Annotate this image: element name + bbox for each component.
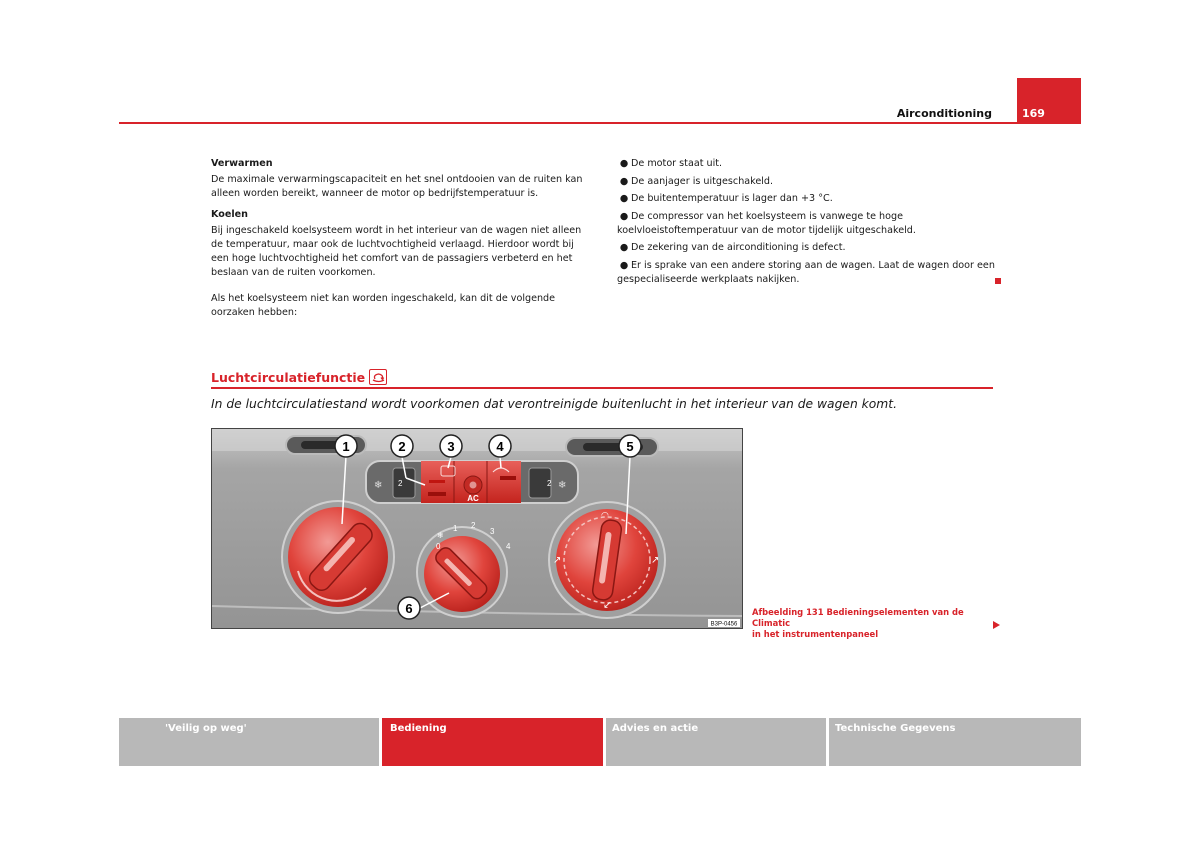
bullet-icon: ● [619,158,629,169]
svg-text:↗: ↗ [553,555,562,566]
page-title: Airconditioning [896,107,992,120]
recirculation-icon [369,369,387,385]
svg-text:◠: ◠ [601,511,609,521]
section-end-marker [995,278,1001,284]
bullet-icon: ● [619,259,629,271]
section-heading-text: Luchtcirculatiefunctie [211,369,366,385]
climatic-controls-figure [211,428,743,629]
svg-text:2: 2 [398,439,406,454]
fan-scale-2: 2 [471,521,476,530]
svg-text:❄: ❄ [374,480,383,491]
list-item: ● De buitentemperatuur is lager dan +3 °C. [617,192,997,206]
left-slider-value: 2 [398,479,403,488]
fan-scale-3: 3 [490,527,495,536]
bullet-icon: ● [619,242,629,253]
caption-line-2: in het instrumentenpaneel [752,629,879,639]
svg-text:4: 4 [496,439,504,454]
paragraph-cool: Bij ingeschakeld koelsysteem wordt in het interieur van de wagen niet alleen de temperatuur, maar ook de luchtvochtigheid verlaagd. Hierdoor wordt bij een hoge luchtvochtigheid het comfort van de passagiers verbeterd en het beslaan van de ruiten voorkomen. [211,225,582,278]
bullet-icon: ● [619,193,629,204]
list-item: ● De zekering van de airconditioning is defect. [617,241,997,255]
fan-scale-4: 4 [506,542,511,551]
right-slider-value: 2 [547,479,552,488]
svg-text:❄: ❄ [558,480,567,491]
figure-code: B3P-0456 [710,621,738,628]
header-rule [119,122,1081,124]
causes-list [617,157,997,290]
footer-tab-bediening[interactable]: Bediening [382,718,603,766]
list-item: ● Er is sprake van een andere storing aan de wagen. Laat de wagen door een gespecialiseerde werkplaats nakijken. [617,259,995,285]
section-rule [211,387,993,389]
footer-tab-veilig-op-weg[interactable]: 'Veilig op weg' [119,718,379,766]
svg-text:6: 6 [405,601,413,616]
list-item: ● De aanjager is uitgeschakeld. [617,175,997,189]
svg-text:↗: ↗ [651,555,660,566]
fan-scale-0: 0 [436,542,441,551]
ac-label: AC [467,494,479,503]
caption-line-1: Afbeelding 131 Bedieningselementen van de Climatic [752,607,964,628]
svg-text:↙: ↙ [603,600,612,611]
svg-text:3: 3 [447,439,455,454]
fan-scale-1: 1 [453,524,458,533]
footer-tab-technische-gegevens[interactable]: Technische Gegevens [829,718,1081,766]
svg-text:❄: ❄ [437,531,444,540]
figure-caption [752,607,992,640]
section-intro: In de luchtcirculatiestand wordt voorkomen dat verontreinigde buitenlucht in het interieur van de wagen komt. [211,397,898,411]
page-number: 169 [1022,107,1045,120]
svg-text:5: 5 [626,439,634,454]
paragraph-causes: Als het koelsysteem niet kan worden ingeschakeld, kan dit de volgende oorzaken hebben: [211,293,556,318]
bullet-icon: ● [619,210,629,222]
heading-cool: Koelen [211,209,248,220]
bullet-icon: ● [619,175,629,187]
list-item: ● De motor staat uit. [617,157,997,171]
left-column [211,157,591,327]
list-item: ● De compressor van het koelsysteem is vanwege te hoge koelvloeistoftemperatuur van de motor tijdelijk uitgeschakeld. [617,210,916,236]
svg-text:1: 1 [342,439,350,454]
heading-warm: Verwarmen [211,158,273,169]
footer-tab-advies-en-actie[interactable]: Advies en actie [606,718,826,766]
continue-arrow-icon [993,621,1000,629]
section-heading [211,369,387,385]
paragraph-warm: De maximale verwarmingscapaciteit en het snel ontdooien van de ruiten kan alleen worden bereikt, wanneer de motor op bedrijfstemperatuur is. [211,174,583,199]
